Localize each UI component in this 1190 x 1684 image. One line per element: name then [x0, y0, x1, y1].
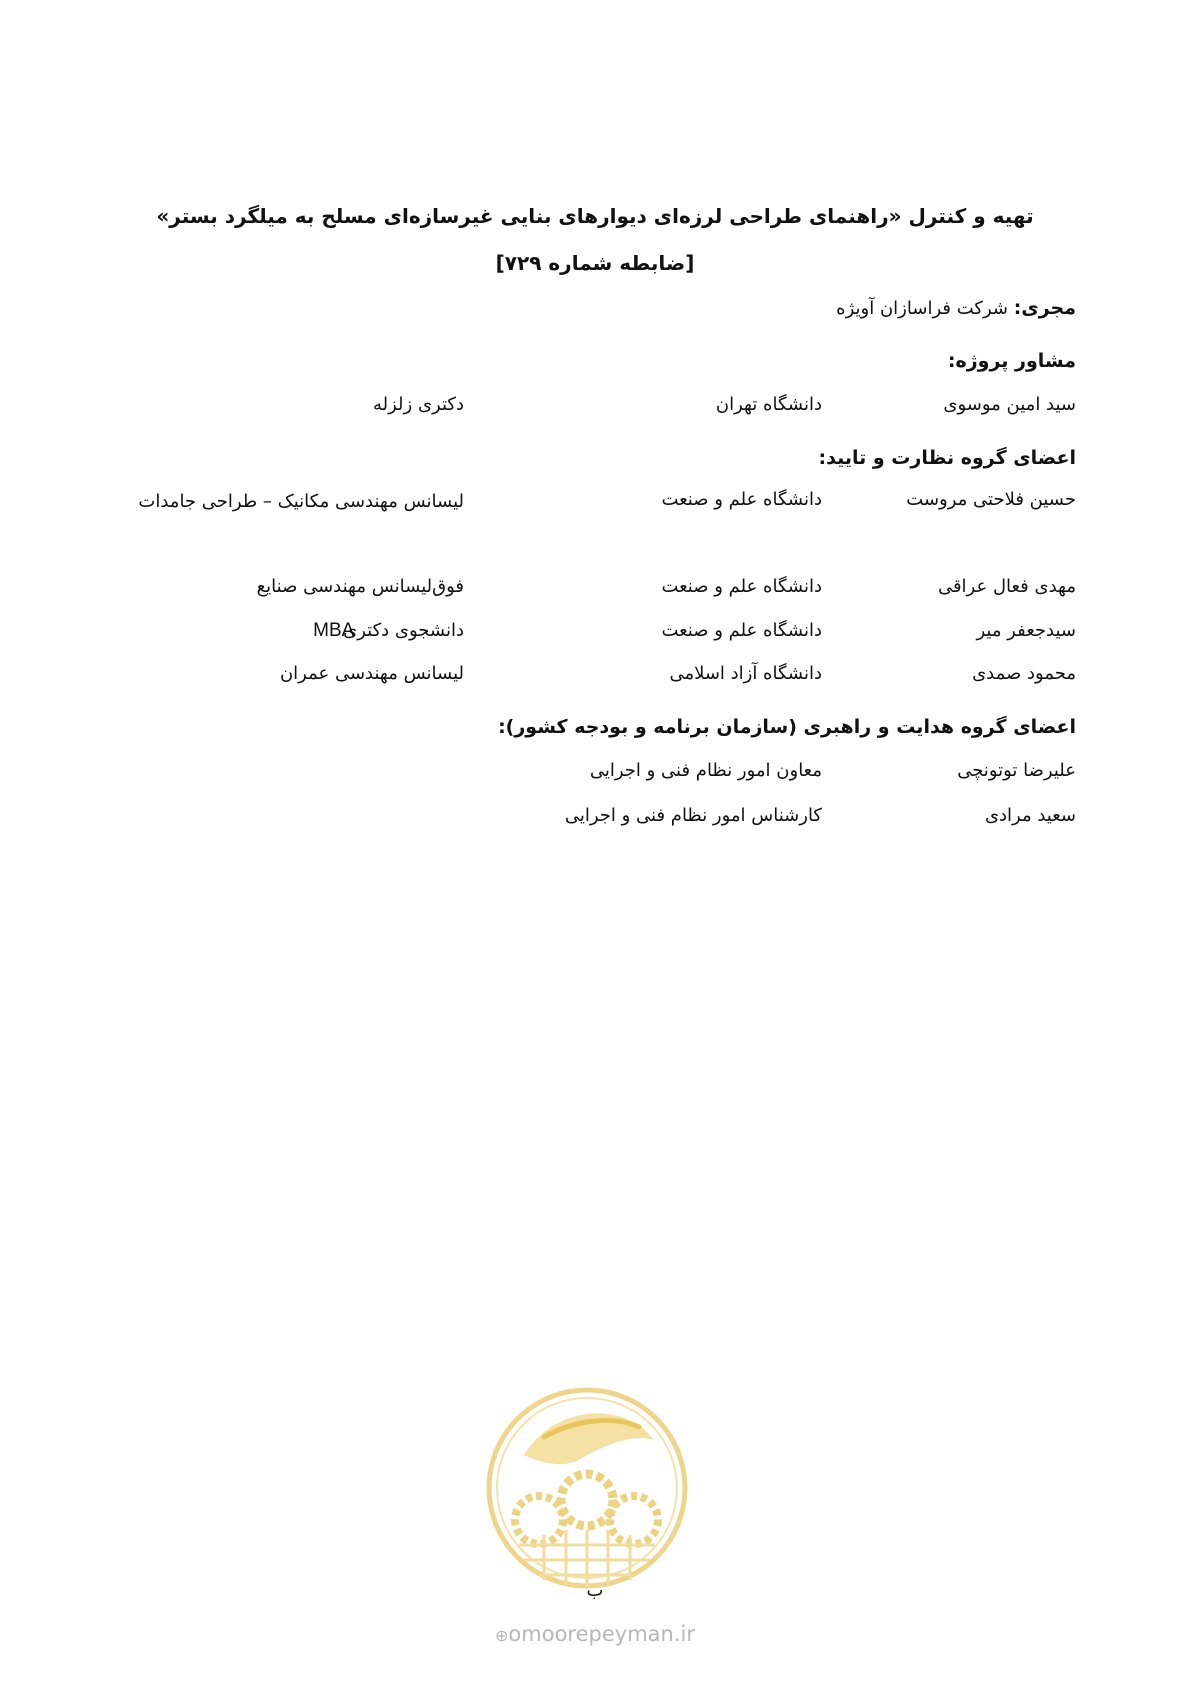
- table-row: [120, 489, 1076, 529]
- guidance-heading: اعضای گروه هدایت و راهبری (سازمان برنامه و بودجه کشور):: [498, 716, 1076, 738]
- table-row: [120, 576, 1076, 616]
- table-row: [120, 394, 1076, 434]
- table-row: [120, 805, 1076, 845]
- member-name: محمود صمدی: [972, 663, 1076, 684]
- page-letter: ب: [586, 1580, 604, 1601]
- watermark-seal-icon: [484, 1385, 690, 1591]
- member-org: دانشگاه علم و صنعت: [661, 576, 822, 597]
- table-row: [120, 663, 1076, 703]
- globe-icon: ⊕: [495, 1626, 509, 1645]
- member-name: حسین فلاحتی مروست: [906, 489, 1076, 510]
- member-name: مهدی فعال عراقی: [937, 576, 1076, 597]
- member-role: کارشناس امور نظام فنی و اجرایی: [564, 805, 822, 826]
- member-degree: لیسانس مهندسی عمران: [279, 663, 464, 684]
- member-degree-wrap: [313, 620, 464, 641]
- member-degree: فوق‌لیسانس مهندسی صنایع: [256, 576, 464, 597]
- member-org: دانشگاه علم و صنعت: [661, 620, 822, 641]
- member-org: دانشگاه آزاد اسلامی: [669, 663, 822, 684]
- executor-value: شرکت فراسازان آویژه: [836, 298, 1008, 319]
- supervision-heading: اعضای گروه نظارت و تایید:: [818, 447, 1076, 469]
- member-degree: دکتری زلزله: [372, 394, 464, 415]
- member-org: دانشگاه تهران: [715, 394, 822, 415]
- member-degree: دانشجوی دکتری: [343, 620, 464, 641]
- member-role: معاون امور نظام فنی و اجرایی: [589, 760, 822, 781]
- member-name: سیدجعفر میر: [976, 620, 1076, 641]
- member-org: دانشگاه علم و صنعت: [661, 489, 822, 510]
- footer-site: [0, 1622, 1190, 1646]
- document-code: [ضابطه شماره ۷۲۹]: [495, 251, 695, 275]
- member-name: سعید مرادی: [984, 805, 1076, 826]
- executor-line: [836, 297, 1076, 319]
- document-title: تهیه و کنترل «راهنمای طراحی لرزه‌ای دیوارهای بنایی غیرسازه‌ای مسلح به میلگرد بستر»: [156, 204, 1034, 228]
- advisor-heading: مشاور پروژه:: [947, 350, 1076, 372]
- executor-label: مجری:: [1013, 297, 1076, 319]
- table-row: [120, 620, 1076, 660]
- member-name: علیرضا توتونچی: [957, 760, 1076, 781]
- member-name: سید امین موسوی: [943, 394, 1076, 415]
- table-row: [120, 760, 1076, 800]
- member-degree-extra: MBA: [313, 620, 355, 641]
- site-text: omoorepeyman.ir: [508, 1622, 695, 1646]
- member-degree: لیسانس مهندسی مکانیک – طراحی جامدات: [138, 491, 464, 512]
